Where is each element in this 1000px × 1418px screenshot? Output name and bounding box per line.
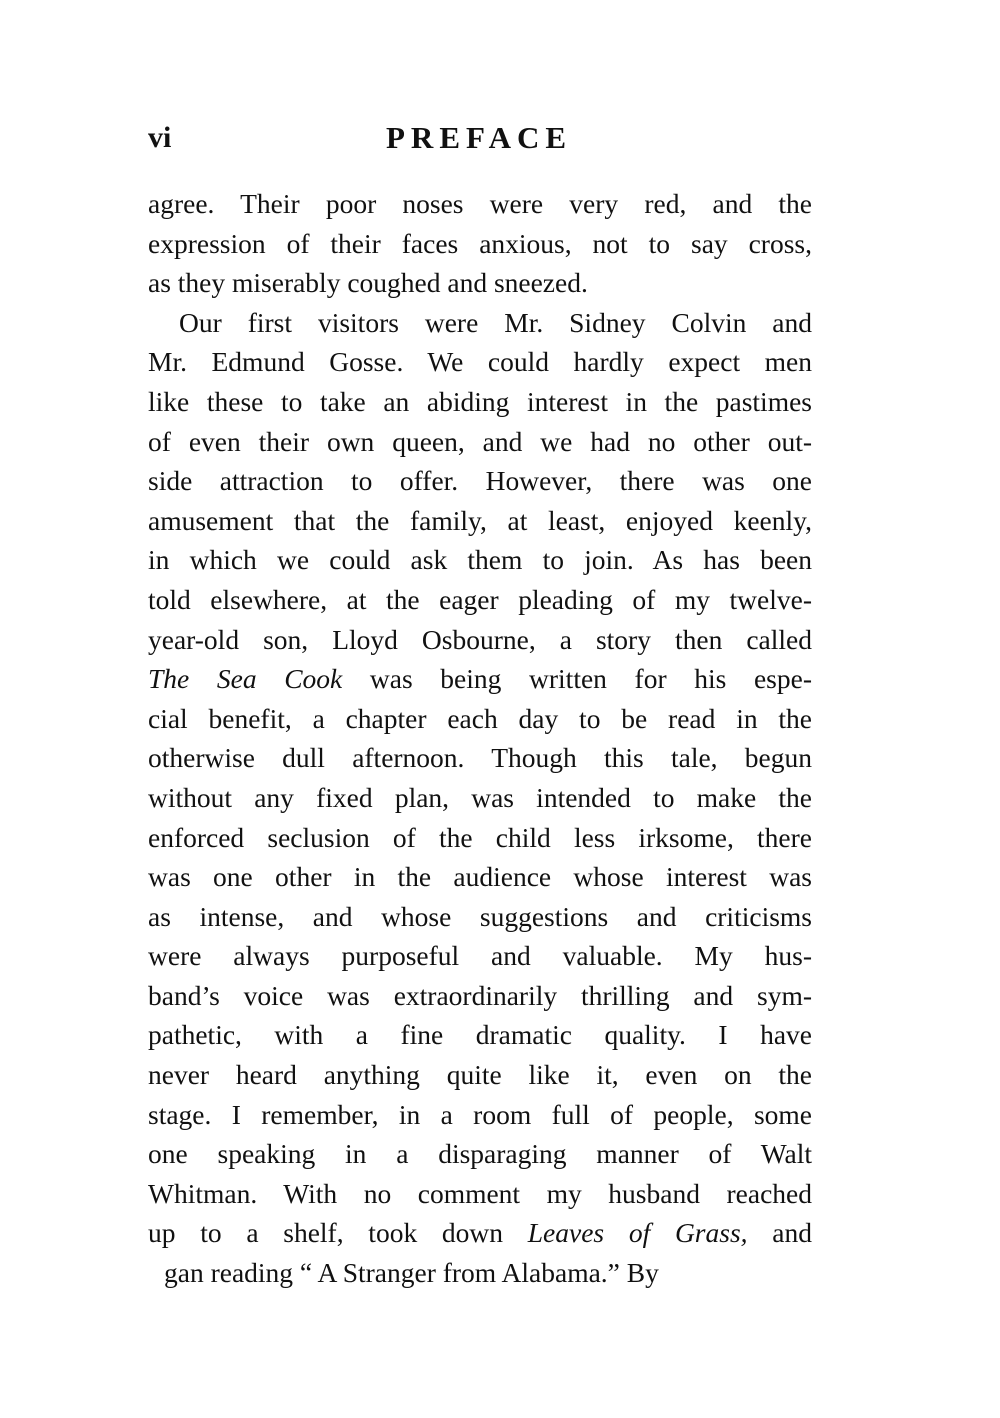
text-line <box>148 1174 812 1214</box>
text-line <box>148 303 812 343</box>
text-segment: amusement that the family, at least, enjoyed keenly, <box>148 504 812 536</box>
text-line <box>148 857 812 897</box>
text-segment: as intense, and whose suggestions and criticisms <box>148 900 812 932</box>
text-segment: side attraction to offer. However, there was one <box>148 465 812 497</box>
text-segment: gan reading “ A Stranger from Alabama.” By <box>164 1257 659 1289</box>
text-segment: was being written for his espe- <box>342 663 812 695</box>
text-segment: cial benefit, a chapter each day to be read in the <box>148 702 812 734</box>
text-segment: year-old son, Lloyd Osbourne, a story then called <box>148 623 812 655</box>
text-segment: in which we could ask them to join. As has been <box>148 544 812 576</box>
text-line <box>148 778 812 818</box>
italic-title: The Sea Cook <box>148 663 343 695</box>
text-segment: band’s voice was extraordinarily thrilling and sym- <box>148 979 812 1011</box>
text-line <box>148 738 812 778</box>
text-segment: like these to take an abiding interest in the pastimes <box>148 385 812 417</box>
text-segment: as they miserably coughed and sneezed. <box>148 267 588 299</box>
text-line <box>148 936 812 976</box>
text-line <box>148 976 812 1016</box>
text-line <box>148 1253 812 1293</box>
text-segment: Our first visitors were Mr. Sidney Colvin and <box>179 306 812 338</box>
text-line <box>148 540 812 580</box>
text-line <box>148 263 812 303</box>
text-line <box>148 461 812 501</box>
text-segment: expression of their faces anxious, not to say cross, <box>148 227 812 259</box>
text-segment: one speaking in a disparaging manner of Walt <box>148 1138 812 1170</box>
text-line <box>148 1055 812 1095</box>
text-segment: Whitman. With no comment my husband reached <box>148 1177 812 1209</box>
text-segment: stage. I remember, in a room full of people, some <box>148 1098 812 1130</box>
running-title: PREFACE <box>386 120 573 155</box>
text-line <box>148 224 812 264</box>
italic-title: Leaves of Grass, <box>527 1217 748 1249</box>
text-line <box>148 1015 812 1055</box>
text-line <box>148 580 812 620</box>
text-line <box>148 1134 812 1174</box>
text-segment: pathetic, with a fine dramatic quality. I have <box>148 1019 812 1051</box>
page-header <box>148 114 812 162</box>
body-text <box>148 184 812 1293</box>
text-segment: up to a shelf, took down <box>148 1217 528 1249</box>
text-segment: otherwise dull afternoon. Though this tale, begun <box>148 742 812 774</box>
text-line <box>148 1095 812 1135</box>
text-segment: and <box>747 1217 812 1249</box>
text-segment: were always purposeful and valuable. My hus- <box>148 940 812 972</box>
text-line <box>148 422 812 462</box>
text-segment: enforced seclusion of the child less irksome, there <box>148 821 812 853</box>
text-segment: of even their own queen, and we had no other out- <box>148 425 812 457</box>
text-line <box>148 699 812 739</box>
text-line <box>148 620 812 660</box>
text-segment: never heard anything quite like it, even on the <box>148 1059 812 1091</box>
text-line <box>148 501 812 541</box>
text-line <box>148 818 812 858</box>
text-segment: agree. Their poor noses were very red, and the <box>148 188 812 219</box>
text-line <box>148 1213 812 1253</box>
page-number: vi <box>148 121 172 154</box>
text-line <box>148 382 812 422</box>
text-line <box>148 897 812 937</box>
text-line <box>148 342 812 382</box>
text-segment: Mr. Edmund Gosse. We could hardly expect men <box>148 346 812 378</box>
text-segment: was one other in the audience whose interest was <box>148 861 812 893</box>
text-segment: told elsewhere, at the eager pleading of my twelve- <box>148 583 812 615</box>
text-line <box>148 659 812 699</box>
text-segment: without any fixed plan, was intended to make the <box>148 781 812 813</box>
text-line <box>148 184 812 224</box>
